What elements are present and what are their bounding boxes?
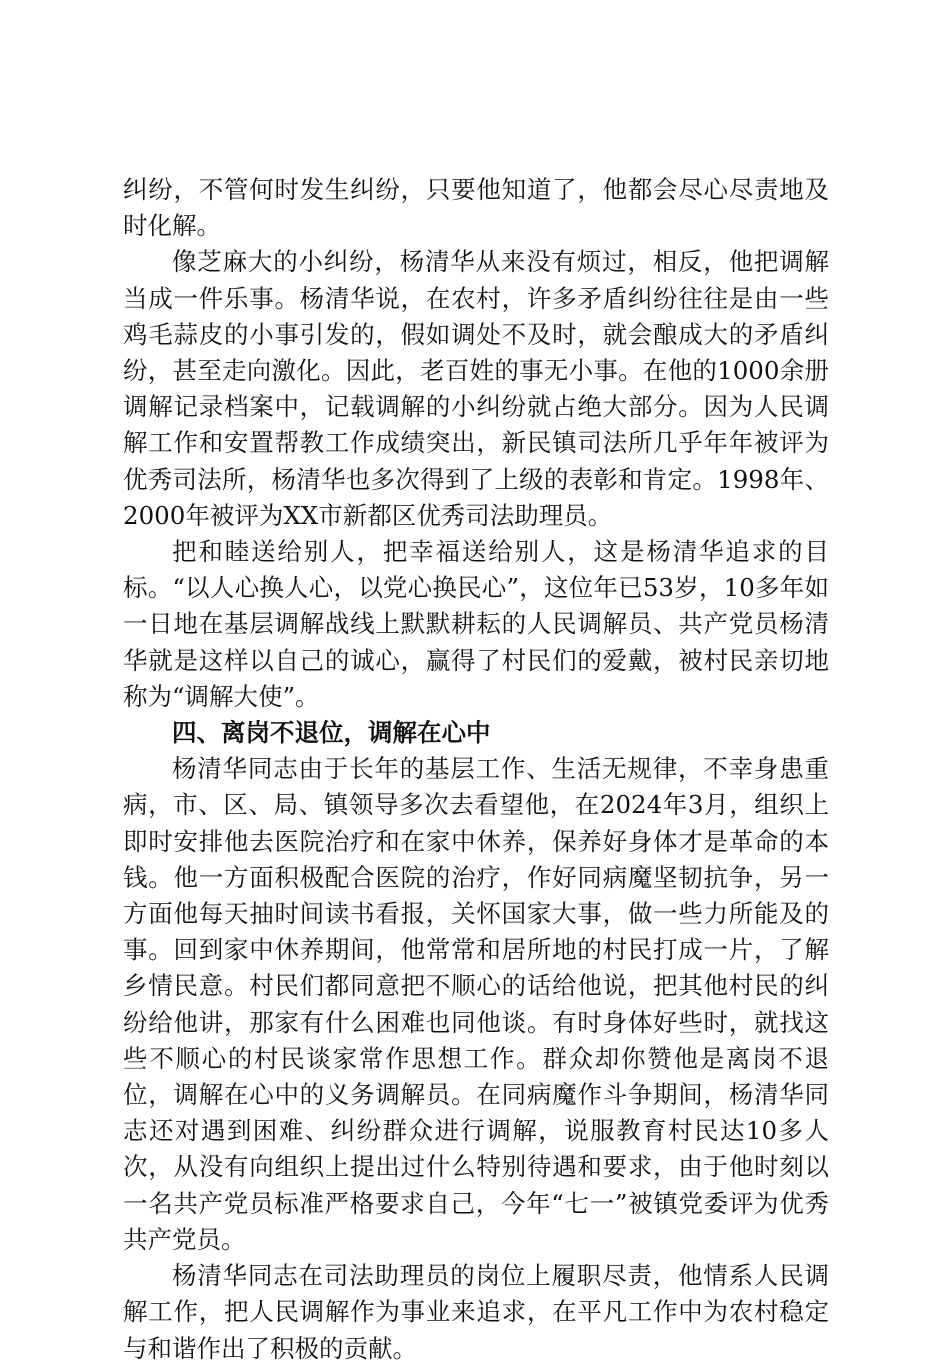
section-heading: 四、离岗不退位，调解在心中 (172, 718, 491, 748)
paragraph-mediation-ambassador: 把和睦送给别人，把幸福送给别人，这是杨清华追求的目标。“以人心换人心，以党心换民心”，这位年已53岁，10多年如一日地在基层调解战线上默默耕耘的人民调解员、共产党员杨清华就是这样以自己的诚心，赢得了村民们的爱戴，被村民亲切地称为“调解大使”。 (123, 537, 829, 711)
paragraph-conclusion: 杨清华同志在司法助理员的岗位上履职尽责，他情系人民调解工作，把人民调解作为事业来追求，在平凡工作中为农村稳定与和谐作出了积极的贡献。 (123, 1261, 829, 1363)
document-body (123, 172, 829, 1367)
paragraph-continuation: 纠纷，不管何时发生纠纷，只要他知道了，他都会尽心尽责地及时化解。 (123, 175, 829, 241)
paragraph-illness: 杨清华同志由于长年的基层工作、生活无规律，不幸身患重病，市、区、局、镇领导多次去看望他，在2024年3月，组织上即时安排他去医院治疗和在家中休养，保养好身体才是革命的本钱。他一方面积极配合医院的治疗，作好同病魔坚韧抗争，另一方面他每天抽时间读书看报，关怀国家大事，做一些力所能及的事。回到家中休养期间，他常常和居所地的村民打成一片，了解乡情民意。村民们都同意把不顺心的话给他说，把其他村民的纠纷给他讲，那家有什么困难也同他谈。有时身体好些时，就找这些不顺心的村民谈家常作思想工作。群众却你赞他是离岗不退位，调解在心中的义务调解员。在同病魔作斗争期间，杨清华同志还对遇到困难、纠纷群众进行调解，说服教育村民达10多人次，从没有向组织上提出过什么特别待遇和要求，由于他时刻以一名共产党员标准严格要求自己，今年“七一”被镇党委评为优秀共产党员。 (123, 754, 829, 1254)
paragraph-small-disputes: 像芝麻大的小纠纷，杨清华从来没有烦过，相反，他把调解当成一件乐事。杨清华说，在农村，许多矛盾纠纷往往是由一些鸡毛蒜皮的小事引发的，假如调处不及时，就会酿成大的矛盾纠纷，甚至走向激化。因此，老百姓的事无小事。在他的1000余册调解记录档案中，记载调解的小纠纷就占绝大部分。因为人民调解工作和安置帮教工作成绩突出，新民镇司法所几乎年年被评为优秀司法所，杨清华也多次得到了上级的表彰和肯定。1998年、2000年被评为XX市新都区优秀司法助理员。 (123, 247, 829, 530)
